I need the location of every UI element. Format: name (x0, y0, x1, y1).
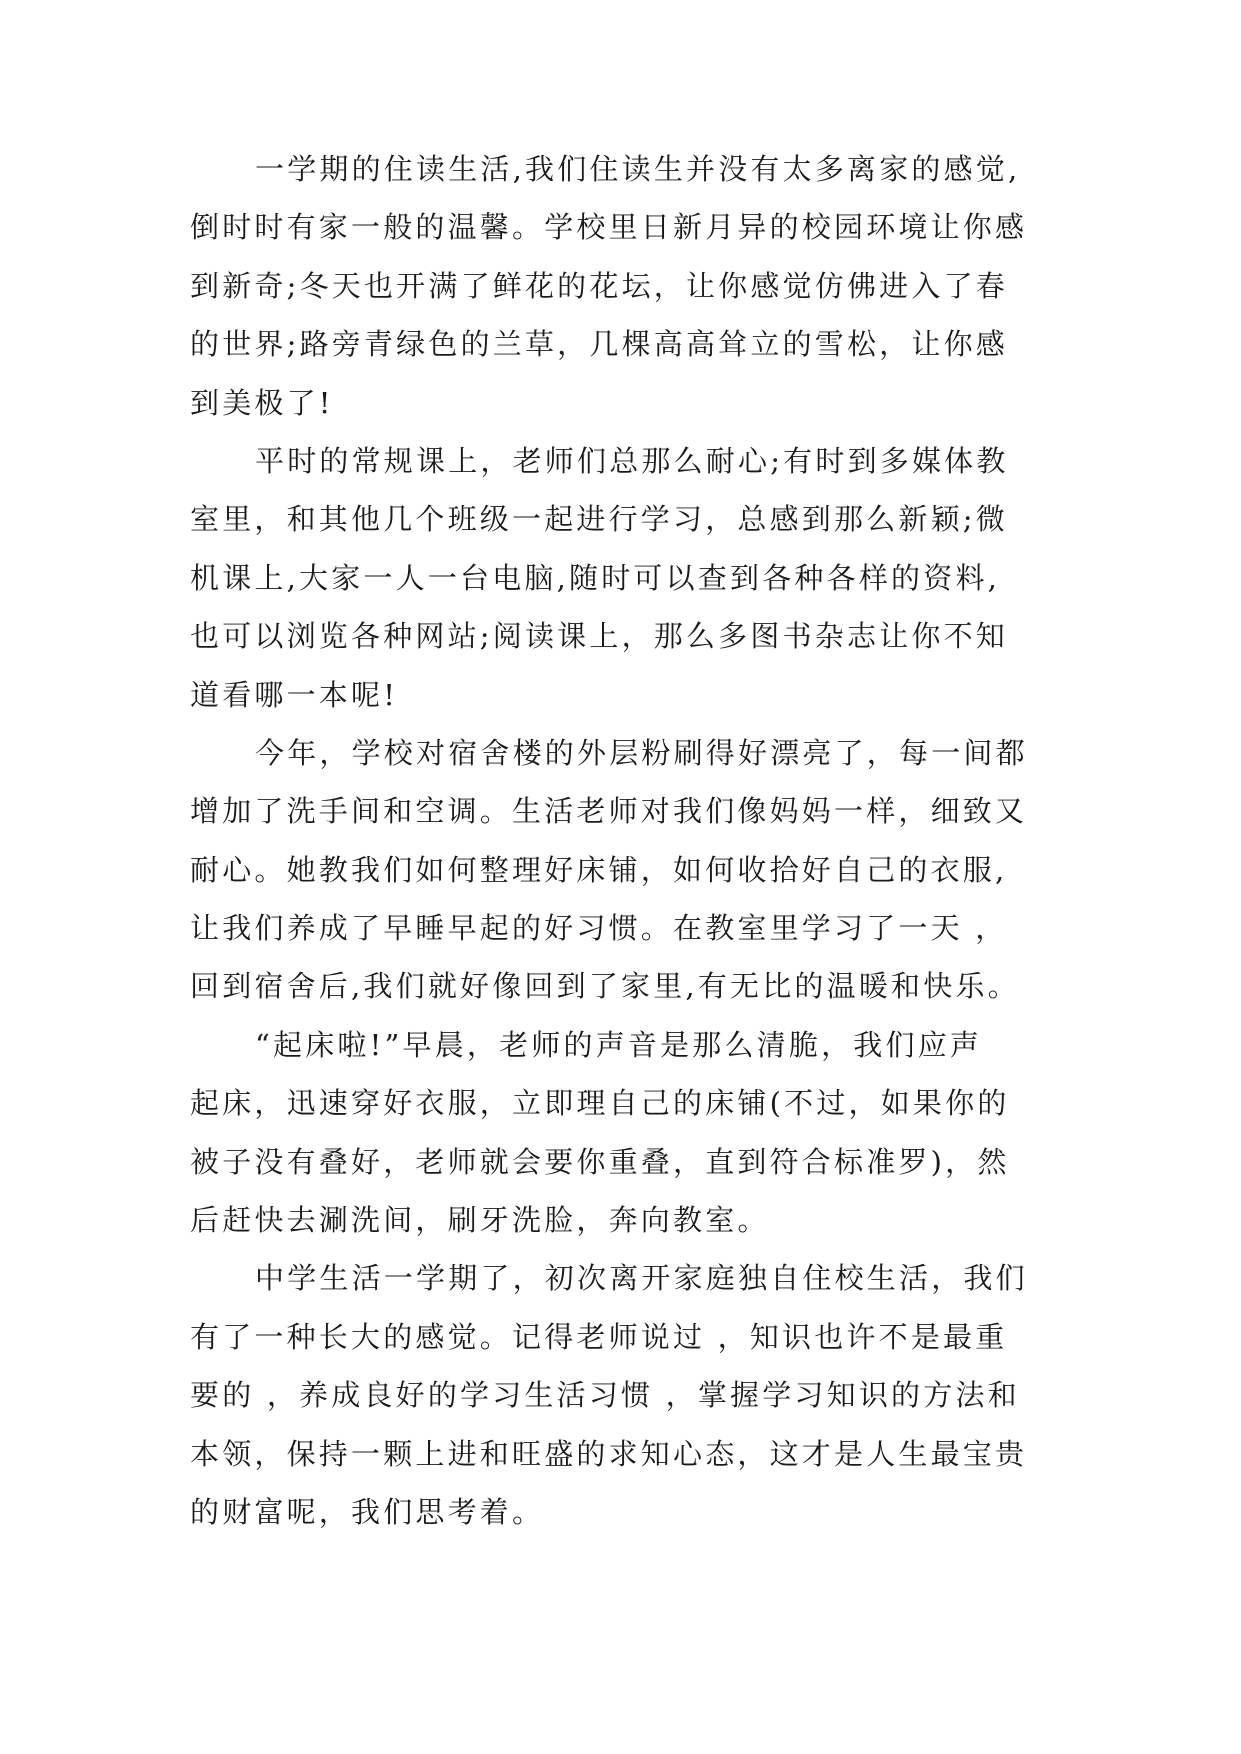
text-line: 也可以浏览各种网站;阅读课上，那么多图书杂志让你不知 (190, 619, 1008, 654)
text-line: 倒时时有家一般的温馨。学校里日新月异的校园环境让你感 (190, 210, 1028, 245)
text-line: 要的 ，养成良好的学习生活习惯 ，掌握学习知识的方法和 (190, 1378, 1020, 1413)
text-line: 增加了洗手间和空调。生活老师对我们像妈妈一样，细致又 (190, 794, 1028, 829)
paragraph-1 (190, 140, 1070, 432)
text-line: 中学生活一学期了，初次离开家庭独自住校生活，我们 (255, 1261, 1028, 1296)
text-line: 起床，迅速穿好衣服，立即理自己的床铺(不过，如果你的 (190, 1086, 1010, 1121)
text-line: 被子没有叠好，老师就会要你重叠，直到符合标准罗)，然 (190, 1144, 1010, 1179)
text-line: 平时的常规课上，老师们总那么耐心;有时到多媒体教 (255, 443, 1009, 478)
text-line: 的世界;路旁青绿色的兰草，几棵高高耸立的雪松，让你感 (190, 327, 1008, 362)
text-line: 今年，学校对宿舍楼的外层粉刷得好漂亮了，每一间都 (255, 735, 1028, 770)
text-line: 耐心。她教我们如何整理好床铺，如何收拾好自己的衣服, (190, 852, 1008, 887)
text-line: 到新奇;冬天也开满了鲜花的花坛，让你感觉仿佛进入了春 (190, 268, 1008, 303)
text-line: 道看哪一本呢! (190, 677, 399, 712)
text-line: 到美极了! (190, 385, 334, 420)
paragraph-2 (190, 432, 1070, 724)
text-line: 本领，保持一颗上进和旺盛的求知心态，这才是人生最宝贵 (190, 1436, 1028, 1471)
text-line: 回到宿舍后,我们就好像回到了家里,有无比的温暖和快乐。 (190, 969, 1020, 1004)
paragraph-4 (190, 1016, 1070, 1250)
text-line: 后赶快去涮洗间，刷牙洗脸，奔向教室。 (190, 1203, 770, 1238)
text-line: 让我们养成了早睡早起的好习惯。在教室里学习了一天 ， (190, 911, 1008, 946)
document-page (190, 140, 1070, 1541)
text-line: 一学期的住读生活,我们住读生并没有太多离家的感觉, (255, 152, 1021, 186)
paragraph-5 (190, 1249, 1070, 1541)
text-line: 有了一种长大的感觉。记得老师说过 ，知识也许不是最重 (190, 1319, 1008, 1354)
text-line: 的财富呢，我们思考着。 (190, 1494, 545, 1529)
text-line: 室里，和其他几个班级一起进行学习，总感到那么新颖;微 (190, 502, 1008, 537)
paragraph-3 (190, 724, 1070, 1016)
text-line: “起床啦!”早晨，老师的声音是那么清脆，我们应声 (255, 1027, 983, 1062)
text-line: 机课上,大家一人一台电脑,随时可以查到各种各样的资料, (190, 560, 1001, 595)
